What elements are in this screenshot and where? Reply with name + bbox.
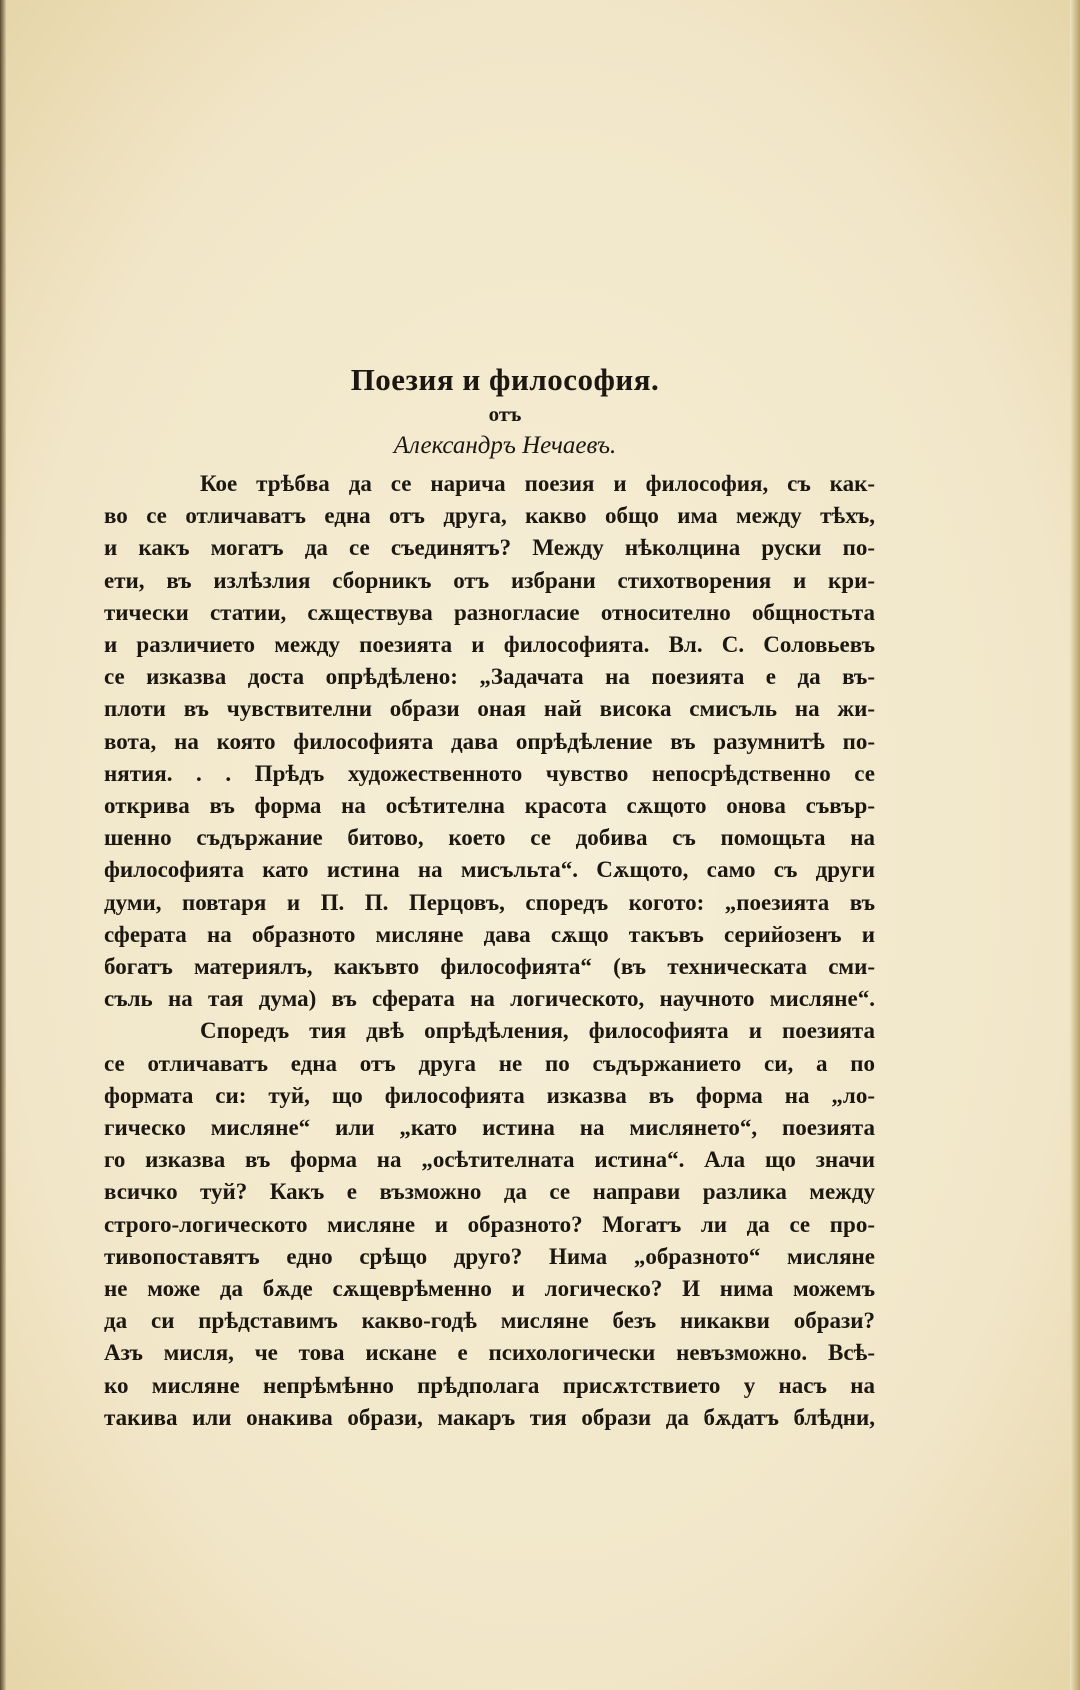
- text-line: открива въ форма на осѣтителна красота сѫщото онова съвър-: [104, 793, 875, 818]
- article-title: Поезия и философия.: [350, 362, 660, 397]
- text-line: вота, на която философията дава опрѣдѣление въ разумнитѣ по-: [104, 728, 875, 754]
- text-line: не може да бѫде сѫщеврѣменно и логическо? И нима можемъ: [104, 1276, 875, 1301]
- text-line: строго-логическото мисляне и образното? Могатъ ли да се про-: [104, 1211, 875, 1237]
- text-line: съль на тая дума) въ сферата на логическото, научното мисляне“.: [104, 986, 875, 1012]
- author-name: Александръ Нечаевъ.: [393, 432, 617, 459]
- text-line: плоти въ чувствителни образи оная най висока смисъль на жи-: [104, 696, 875, 722]
- text-line: се отличаватъ една отъ друга не по съдържанието си, а по: [104, 1050, 875, 1076]
- text-line: и различието между поезията и философията. Вл. С. Соловьевъ: [104, 632, 875, 657]
- text-line: богатъ материялъ, какъвто философията“ (въ техническата сми-: [104, 954, 875, 979]
- text-line: тивопоставятъ едно срѣщо друго? Нима „образното“ мисляне: [104, 1243, 875, 1269]
- page-edge-right: [1070, 0, 1080, 1690]
- text-line: Кое трѣбва да се нарича поезия и философия, съ как-: [200, 471, 875, 496]
- text-line: се изказва доста опрѣдѣлено: „Задачата на поезията е да въ-: [104, 664, 875, 690]
- text-line: формата си: туй, що философията изказва въ форма на „ло-: [104, 1082, 875, 1108]
- text-line: такива или онакива образи, макаръ тия образи да бѫдатъ блѣдни,: [104, 1404, 875, 1430]
- page-edge-left: [0, 0, 6, 1690]
- text-line: думи, повтаря и П. П. Перцовъ, споредъ когото: „поезията въ: [104, 889, 875, 915]
- text-line: гическо мисляне“ или „като истина на мислянето“, поезията: [104, 1115, 875, 1140]
- text-line: да си прѣдставимъ какво-годѣ мисляне безъ никакви образи?: [104, 1308, 875, 1334]
- text-line: Азъ мисля, че това искане е психологически невъзможно. Всѣ-: [104, 1340, 875, 1366]
- text-line: ко мисляне непрѣмѣнно прѣдполага присѫтствието у насъ на: [104, 1372, 875, 1398]
- text-line: ети, въ излѣзлия сборникъ отъ избрани стихотворения и кри-: [104, 567, 875, 593]
- text-line: го изказва въ форма на „осѣтителната истина“. Ала що значи: [104, 1147, 875, 1173]
- text-line: нятия. . . Прѣдъ художественното чувство непосрѣдственно се: [104, 760, 875, 786]
- byline: отъ: [488, 402, 522, 426]
- text-line: шенно съдържание битово, което се добива съ помощьта на: [104, 825, 875, 851]
- text-line: философията като истина на мисъльта“. Сѫщото, само съ други: [104, 857, 875, 883]
- text-line: Споредъ тия двѣ опрѣдѣления, философията и поезията: [200, 1018, 875, 1044]
- text-line: сферата на образното мисляне дава сѫщо такъвъ серийозенъ и: [104, 921, 875, 947]
- text-line: тически статии, сѫществува разногласие относително общностьта: [104, 599, 875, 625]
- text-line: всичко туй? Какъ е възможно да се направи разлика между: [104, 1179, 875, 1205]
- text-line: во се отличаватъ една отъ друга, какво общо има между тѣхъ,: [104, 503, 875, 529]
- text-line: и какъ могатъ да се съединятъ? Между нѣколцина руски по-: [104, 535, 875, 561]
